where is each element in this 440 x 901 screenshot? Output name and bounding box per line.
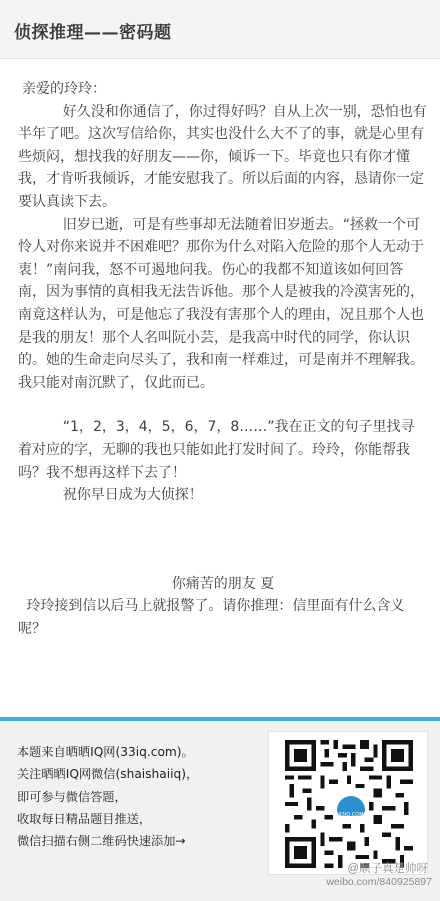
footer-line: 收取每日精品题目推送， (17, 811, 152, 826)
page-header (0, 0, 440, 59)
spacer (18, 507, 428, 573)
whale-logo-icon (333, 788, 369, 824)
watermark-account: @顺子真是帅呀 (347, 863, 428, 875)
question-text: 玲玲接到信以后马上就报警了。请你推理：信里面有什么含义呢？ (18, 598, 405, 637)
letter-body (18, 78, 428, 640)
weibo-watermark (326, 863, 432, 888)
qr-logo-text: 33IQ.COM (338, 812, 364, 818)
watermark-url: weibo.com/840925897 (326, 876, 432, 888)
footer-line: 即可参与微信答题， (17, 789, 127, 804)
spacer (18, 394, 428, 416)
letter-paragraph: “1，2，3，4，5，6，7，8……”我在正文的句子里找寻着对应的字，无聊的我也只能如此打发时间了。玲玲，你能帮我吗？我不想再这样下去了！ (18, 419, 415, 481)
letter-paragraph: 旧岁已逝，可是有些事却无法随着旧岁逝去。“拯救一个可怜人对你来说并不困难吧？那你为什么对陷入危险的那个人无动于衷！”南问我，怒不可遏地问我。伤心的我都不知道该如何回答南，因为事情的真相我无法告诉他。那个人是被我的冷漠害死的，南竟这样认为，可是他忘了我没有害那个人的理由，况且那个人也是我的朋友！那个人名叫阮小芸，是我高中时代的同学，你认识的。她的生命走向尽头了，我和南一样难过，可是南并不理解我。我只能对南沉默了，仅此而已。 (18, 216, 424, 391)
letter-closing: 祝你早日成为大侦探！ (62, 487, 203, 504)
footer-text (17, 741, 267, 852)
footer-line: 本题来自晒晒IQ网(33iq.com)。 (17, 745, 194, 759)
letter-salutation: 亲爱的玲玲： (22, 81, 106, 97)
footer-line: 微信扫描右侧二维码快速添加→ (17, 834, 186, 849)
letter-signature: 你痛苦的朋友 夏 (171, 575, 275, 592)
letter-paragraph: 好久没和你通信了，你过得好吗？自从上次一别，恐怕也有半年了吧。这次写信给你，其实也没什么大不了的事，就是心里有些烦闷，想找我的好朋友——你，倾诉一下。毕竟也只有你才懂我，才肯听我倾诉，才能安慰我了。所以后面的内容，恳请你一定要认真读下去。 (18, 103, 427, 210)
footer-line: 关注晒晒IQ网微信(shaishaiiq)， (17, 767, 199, 782)
qr-code-card[interactable] (268, 731, 428, 875)
page-title: 侦探推理——密码题 (14, 23, 172, 43)
